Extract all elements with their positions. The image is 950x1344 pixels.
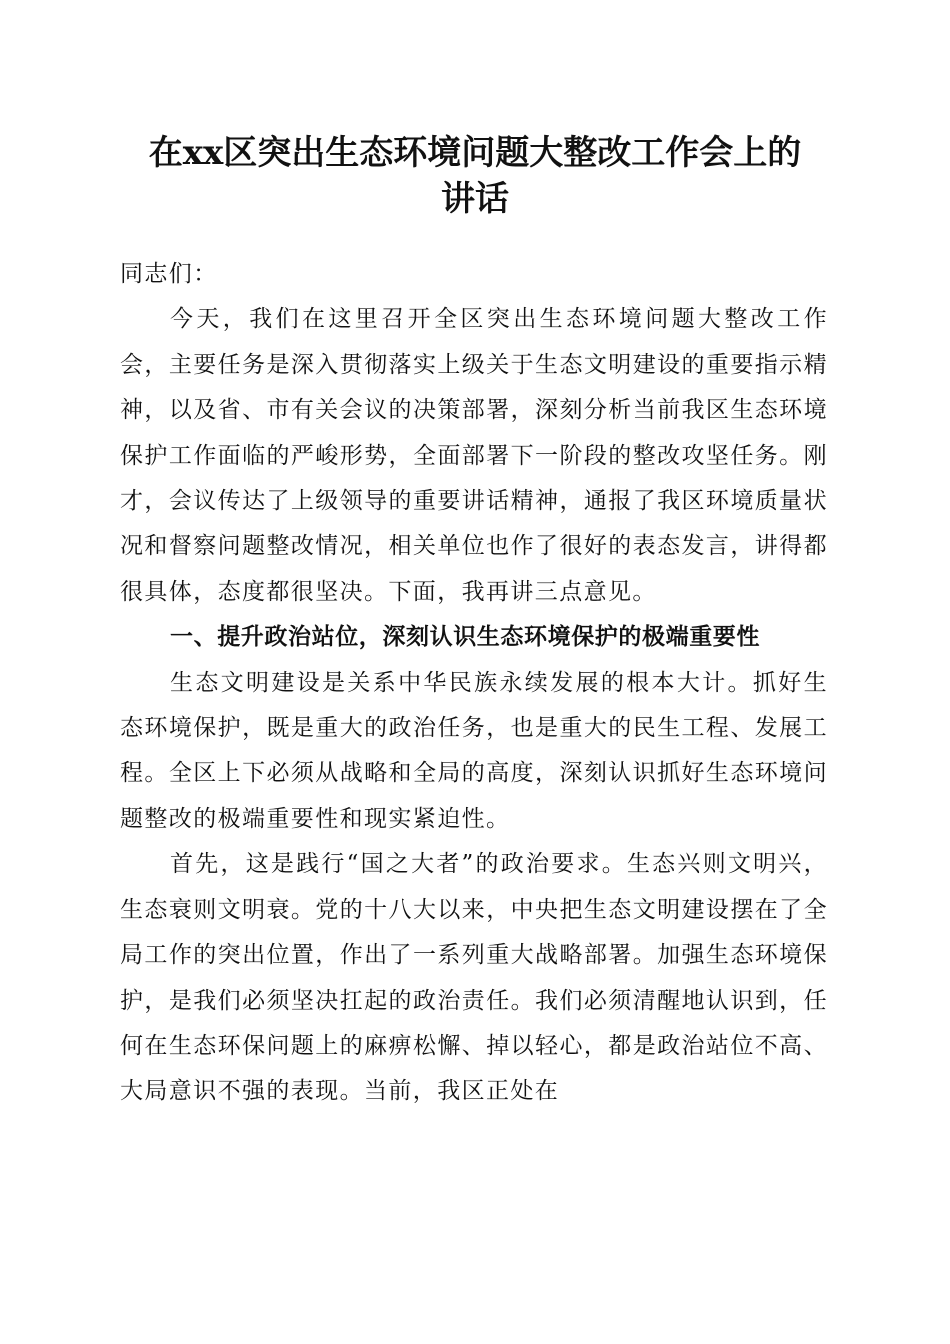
salutation: 同志们： [120, 261, 218, 287]
document-body [120, 252, 828, 1115]
title-line-2: 讲话 [441, 179, 509, 219]
paragraph-intro: 今天，我们在这里召开全区突出生态环境问题大整改工作会，主要任务是深入贯彻落实上级关于生态文明建设的重要指示精神，以及省、市有关会议的决策部署，深刻分析当前我区生态环境保护工作面临的严峻形势，全面部署下一阶段的整改攻坚任务。刚才，会议传达了上级领导的重要讲话精神，通报了我区环境质量状况和督察问题整改情况，相关单位也作了很好的表态发言，讲得都很具体，态度都很坚决。下面，我再讲三点意见。 [120, 306, 828, 605]
section-heading-1: 一、提升政治站位，深刻认识生态环境保护的极端重要性 [170, 624, 760, 651]
document-title [100, 130, 850, 222]
paragraph-first-point: 首先，这是践行“国之大者”的政治要求。生态兴则文明兴，生态衰则文明衰。党的十八大以来，中央把生态文明建设摆在了全局工作的突出位置，作出了一系列重大战略部署。加强生态环境保护，是我们必须坚决扛起的政治责任。我们必须清醒地认识到，任何在生态环保问题上的麻痹松懈、掉以轻心，都是政治站位不高、大局意识不强的表现。当前，我区正处在 [120, 851, 828, 1105]
title-line-1: 在xx区突出生态环境问题大整改工作会上的 [148, 133, 802, 173]
paragraph-section-1: 生态文明建设是关系中华民族永续发展的根本大计。抓好生态环境保护，既是重大的政治任务，也是重大的民生工程、发展工程。全区上下必须从战略和全局的高度，深刻认识抓好生态环境问题整改的极端重要性和现实紧迫性。 [120, 669, 828, 832]
